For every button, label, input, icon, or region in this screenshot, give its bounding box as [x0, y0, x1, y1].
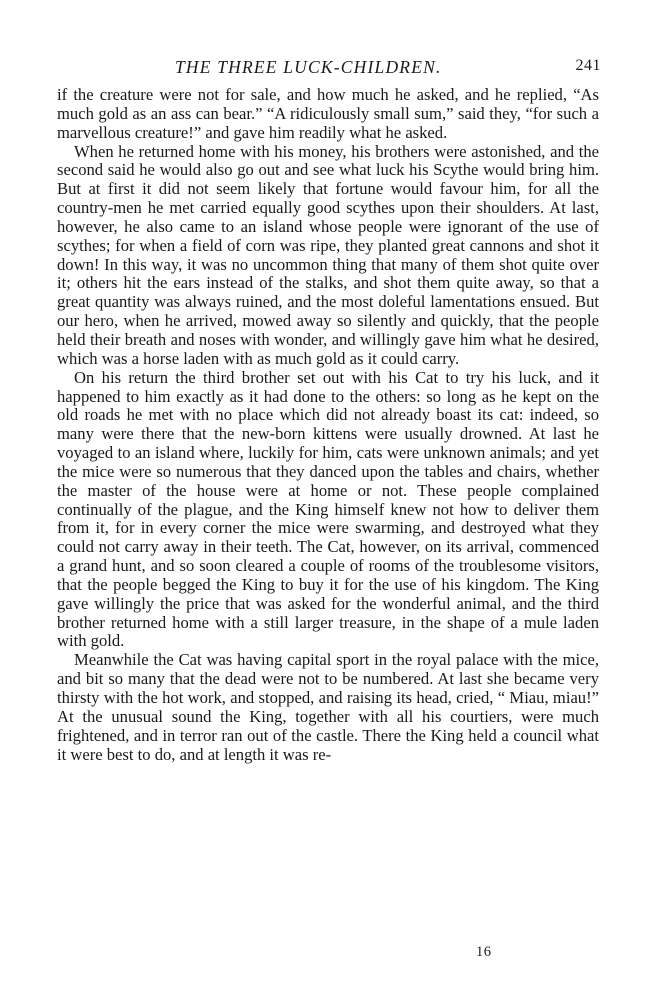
body-text [57, 86, 599, 764]
page-number: 241 [575, 57, 601, 74]
signature-mark: 16 [476, 944, 492, 960]
paragraph-continuation: if the creature were not for sale, and how much he asked, and he replied, “As much gold as an ass can bear.” “A ridiculously small sum,” said they, “for such a marvellous creature!” and gave him readily what he asked. [57, 85, 599, 142]
paragraph-meanwhile: Meanwhile the Cat was having capital sport in the royal palace with the mice, and bit so many that the dead were not to be numbered. At last she became very thirsty with the hot work, and stopped, and raising its head, cried, “ Miau, miau!” At the unusual sound the King, together with all his courtiers, were much frightened, and in terror ran out of the castle. There the King held a council what it were best to do, and at length it was re- [57, 650, 599, 764]
paragraph-second-brother: When he returned home with his money, his brothers were astonished, and the second said he would also go out and see what luck his Scythe would bring him. But at first it did not seem likely that fortune would favour him, for all the country-men he met carried equally good scythes upon their shoulders. At last, however, he also came to an island whose people were ignorant of the use of scythes; for when a field of corn was ripe, they planted great cannons and shot it down! In this way, it was no uncommon thing that many of them shot quite over it; others hit the ears instead of the stalks, and shot them quite away, so that a great quantity was always ruined, and the most doleful lamentations ensued. But our hero, when he arrived, mowed away so silently and quickly, that the people held their breath and noses with wonder, and willingly gave him what he desired, which was a horse laden with as much gold as it could carry. [57, 141, 599, 368]
running-title: THE THREE LUCK-CHILDREN. [175, 57, 442, 77]
book-page [57, 55, 599, 764]
running-head [57, 55, 599, 83]
paragraph-third-brother: On his return the third brother set out with his Cat to try his luck, and it happened to him exactly as it had done to the others: so long as he kept on the old roads he met with no place which did not already boast its cat: indeed, so many were there that the new-born kittens were usually drowned. At last he voyaged to an island where, luckily for him, cats were unknown animals; and yet the mice were so numerous that they danced upon the tables and chairs, whether the master of the house were at home or not. These people complained continually of the plague, and the King himself knew not how to deliver them from it, for in every corner the mice were swarming, and destroyed what they could not carry away in their teeth. The Cat, however, on its arrival, commenced a grand hunt, and so soon cleared a couple of rooms of the troublesome visitors, that the people begged the King to buy it for the use of his kingdom. The King gave willingly the price that was asked for the wonderful animal, and the third brother returned home with a still larger treasure, in the shape of a mule laden with gold. [57, 367, 599, 651]
